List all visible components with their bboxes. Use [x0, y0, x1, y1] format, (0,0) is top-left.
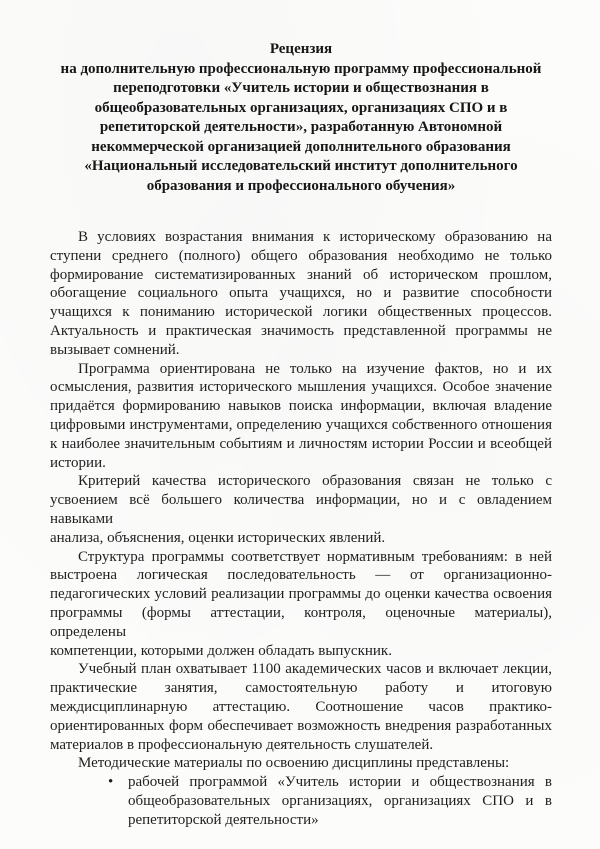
title-line: на дополнительную профессиональную программу профессиональной [60, 60, 542, 77]
paragraph [50, 548, 552, 661]
title-line: общеобразовательных организациях, организациях СПО и в [94, 99, 508, 116]
title-line: «Национальный исследовательский институт дополнительного [84, 158, 518, 174]
title-line: Рецензия [269, 41, 333, 57]
text-line: ориентированных форм обеспечивает возможность внедрения разработанных [50, 717, 552, 734]
text-line: вызывает сомнений. [50, 341, 180, 358]
text-line: рабочей программой «Учитель истории и обществознания в [128, 774, 552, 791]
text-line: Структура программы соответствует нормативным требованиям: в ней [78, 548, 552, 565]
text-line: Критерий качества исторического образования связан не только с [78, 473, 552, 490]
title-line: образования и профессионального обучения» [146, 177, 456, 194]
paragraph [50, 660, 552, 754]
text-line: Учебный план охватывает 1100 академических часов и включает лекции, [78, 661, 552, 678]
text-line: Программа ориентирована не только на изучение фактов, но и их [78, 360, 552, 377]
text-line: материалов в профессиональную деятельность слушателей. [50, 736, 434, 753]
text-line: программы (формы аттестации, контроля, оценочные материалы), определены [50, 604, 552, 640]
text-line: В условиях возрастания внимания к историческому образованию на [78, 229, 552, 245]
text-line: истории. [50, 454, 106, 471]
document-body [50, 228, 552, 830]
text-line: компетенции, которыми должен обладать выпускник. [50, 642, 392, 659]
bullet-item [50, 773, 552, 829]
title-line: репетиторской деятельности», разработанную Автономной [99, 119, 503, 135]
title-line: некоммерческой организацией дополнительного образования [91, 138, 511, 155]
text-line: придаётся формированию навыков поиска информации, включая владение [50, 398, 552, 415]
text-line: к наиболее значительным событиям и личностям истории России и всеобщей [50, 435, 552, 452]
paragraph [50, 754, 552, 773]
text-line: усвоением всё большего количества информации, но и с овладением навыками [50, 492, 552, 527]
document-title [50, 40, 552, 196]
text-line: Методические материалы по освоению дисциплины представлены: [78, 755, 510, 772]
text-line: ступени среднего (полного) общего образования необходимо не только [50, 247, 552, 264]
text-line: формирование систематизированных знаний об историческом прошлом, [50, 266, 552, 283]
text-line: осмысления, развития исторического мышления учащихся. Особое значение [50, 379, 552, 396]
paragraph [50, 228, 552, 360]
text-line: цифровыми инструментами, определению учащихся собственного отношения [50, 416, 552, 433]
text-line: практические занятия, самостоятельную работу и итоговую [50, 680, 552, 697]
bullet-icon: • [108, 774, 114, 791]
text-line: выстроена логическая последовательность — от организационно- [50, 567, 552, 584]
text-line: учащихся к пониманию исторической логики общественных процессов. [50, 304, 552, 321]
text-line: междисциплинарную аттестацию. Соотношение часов практико- [50, 698, 552, 715]
title-line: переподготовки «Учитель истории и обществознания в [113, 80, 489, 96]
text-line: педагогических условий реализации программы до оценки качества освоения [50, 586, 552, 603]
text-line: анализа, объяснения, оценки исторических явлений. [50, 529, 386, 546]
text-line: Актуальность и практическая значимость представленной программы не [50, 322, 552, 339]
text-line: общеобразовательных организациях, организациях СПО и в [128, 792, 552, 809]
paragraph [50, 472, 552, 547]
paragraph [50, 360, 552, 473]
text-line: репетиторской деятельности» [128, 811, 319, 828]
text-line: обогащение социального опыта учащихся, но и развитие способности [50, 285, 552, 302]
